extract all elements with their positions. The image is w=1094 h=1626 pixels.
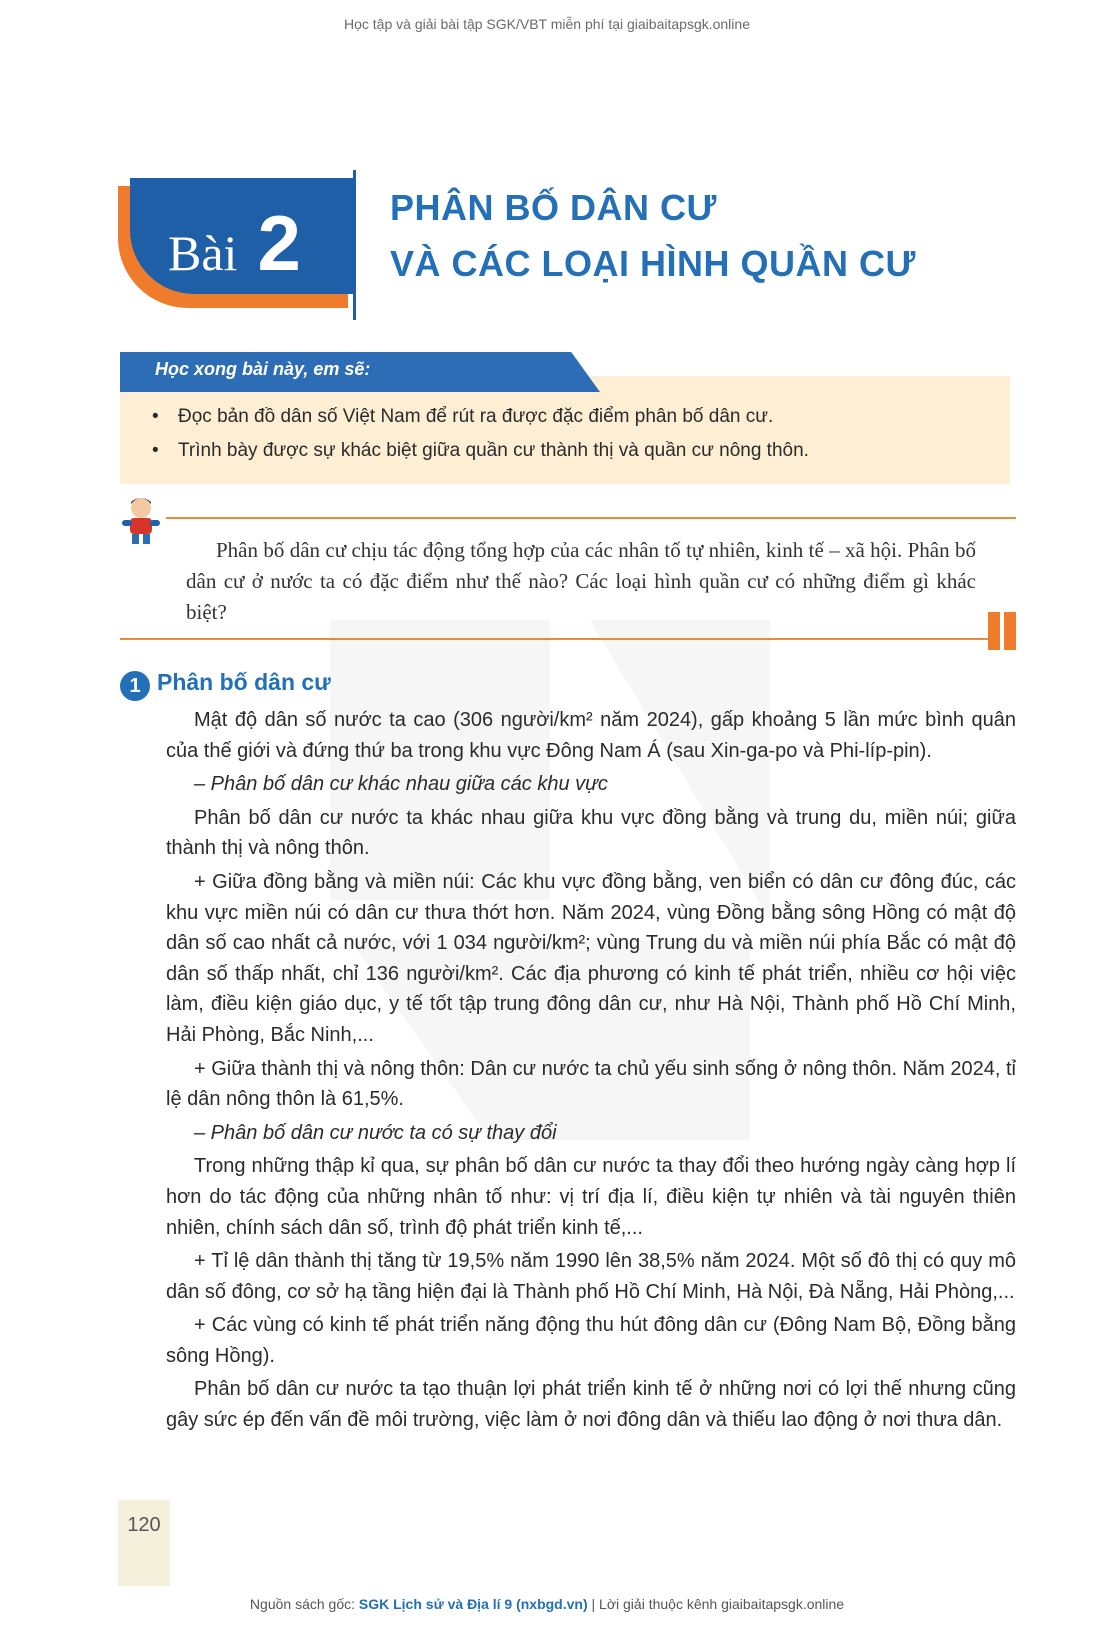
intro-bottom-rule bbox=[120, 638, 990, 640]
objective-item: • Đọc bản đồ dân số Việt Nam để rút ra được đặc điểm phân bố dân cư. bbox=[150, 400, 990, 434]
paragraph: + Giữa thành thị và nông thôn: Dân cư nước ta chủ yếu sinh sống ở nông thôn. Năm 2024, tỉ lệ dân nông thôn là 61,5%. bbox=[166, 1057, 1016, 1111]
paragraph: Phân bố dân cư nước ta tạo thuận lợi phát triển kinh tế ở những nơi có lợi thế nhưng cũng gây sức ép đến vấn đề môi trường, việc làm ở nơi đông dân và thiếu lao động ở nơi thưa dân. bbox=[166, 1378, 1016, 1432]
lesson-title bbox=[390, 180, 916, 292]
paragraph: + Các vùng có kinh tế phát triển năng động thu hút đông dân cư (Đông Nam Bộ, Đồng bằng sông Hồng). bbox=[166, 1314, 1016, 1367]
intro-bars-decoration bbox=[988, 612, 1016, 650]
footer bbox=[0, 1596, 1094, 1612]
lesson-badge bbox=[118, 178, 358, 308]
section-number: 1 bbox=[120, 671, 150, 701]
paragraph: Mật độ dân số nước ta cao (306 người/km² năm 2024), gấp khoảng 5 lần mức bình quân của thế giới và đứng thứ ba trong khu vực Đông Nam Á (sau Xin-ga-po và Phi-líp-pin). bbox=[166, 709, 1016, 762]
subheading: – Phân bố dân cư khác nhau giữa các khu vực bbox=[194, 773, 608, 796]
lesson-title-line1: PHÂN BỐ DÂN CƯ bbox=[390, 187, 717, 228]
page-number-tab bbox=[118, 1500, 170, 1586]
lesson-number: 2 bbox=[257, 199, 301, 287]
paragraph: Trong những thập kỉ qua, sự phân bố dân cư nước ta thay đổi theo hướng ngày càng hợp lí hơn do tác động của những nhân tố như: vị trí địa lí, điều kiện tự nhiên và tài nguyên thiên nhiên, chính sách dân số, trình độ phát triển kinh tế,... bbox=[166, 1155, 1016, 1239]
intro-text: Phân bố dân cư chịu tác động tổng hợp của các nhân tố tự nhiên, kinh tế – xã hội. Phân bố dân cư ở nước ta có đặc điểm như thế nào? Các loại hình quần cư có những điểm gì khác biệt? bbox=[186, 538, 976, 624]
paragraph: Phân bố dân cư nước ta khác nhau giữa khu vực đồng bằng và trung du, miền núi; giữa thành thị và nông thôn. bbox=[166, 806, 1016, 860]
top-note: Học tập và giải bài tập SGK/VBT miễn phí tại giaibaitapsgk.online bbox=[344, 16, 750, 32]
paragraph: + Giữa đồng bằng và miền núi: Các khu vực đồng bằng, ven biển có dân cư đông đúc, các khu vực miền núi có dân cư thưa thớt hơn. Năm 2024, vùng Đồng bằng sông Hồng có mật độ dân số cao nhất cả nước, với 1 034 người/km²; vùng Trung du và miền núi phía Bắc có mật độ dân số thấp nhất, chỉ 136 người/km². Các địa phương có kinh tế phát triển, nhiều cơ hội việc làm, điều kiện giáo dục, y tế tốt tập trung đông dân cư, như Hà Nội, Thành phố Hồ Chí Minh, Hải Phòng, Bắc Ninh,... bbox=[166, 870, 1016, 1046]
lesson-title-line2: VÀ CÁC LOẠI HÌNH QUẦN CƯ bbox=[390, 243, 916, 284]
footer-book-link[interactable]: SGK Lịch sử và Địa lí 9 (nxbgd.vn) bbox=[358, 1596, 588, 1612]
footer-prefix: Nguồn sách gốc: bbox=[249, 1596, 359, 1612]
paragraph: + Tỉ lệ dân thành thị tăng từ 19,5% năm 1990 lên 38,5% năm 2024. Một số đô thị có quy mô dân số đông, cơ sở hạ tầng hiện đại là Thành phố Hồ Chí Minh, Hà Nội, Đà Nẵng, Hải Phòng,... bbox=[166, 1250, 1016, 1303]
badge-label bbox=[168, 198, 301, 289]
subheading: – Phân bố dân cư nước ta có sự thay đổi bbox=[194, 1121, 557, 1144]
lesson-word: Bài bbox=[168, 225, 238, 281]
intro-top-rule bbox=[166, 517, 1016, 519]
section-title: Phân bố dân cư bbox=[157, 669, 331, 695]
footer-suffix: | Lời giải thuộc kênh giaibaitapsgk.online bbox=[587, 1596, 845, 1612]
header-divider bbox=[353, 170, 356, 320]
objectives-heading: Học xong bài này, em sẽ: bbox=[155, 359, 371, 379]
section-body bbox=[166, 705, 1016, 1439]
objective-item: • Trình bày được sự khác biệt giữa quần cư thành thị và quần cư nông thôn. bbox=[150, 434, 990, 468]
student-icon bbox=[118, 494, 164, 546]
page-number: 120 bbox=[127, 1514, 161, 1536]
objectives-list bbox=[150, 400, 990, 468]
